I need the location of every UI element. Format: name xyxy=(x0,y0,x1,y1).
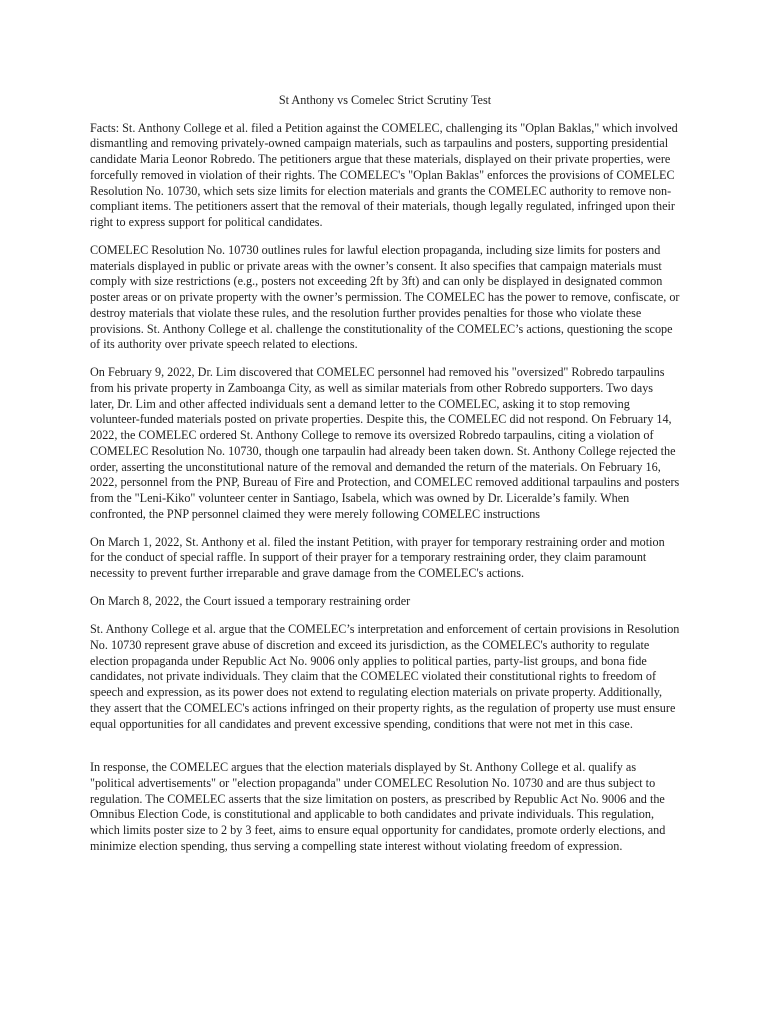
document-title: St Anthony vs Comelec Strict Scrutiny Test xyxy=(278,93,492,107)
paragraph-petition: On March 1, 2022, St. Anthony et al. filed the instant Petition, with prayer for temporary restraining order and motion for the conduct of special raffle. In support of their prayer for a temporary restraining order, they claim paramount necessity to prevent further irreparable and grave damage from the COMELEC's actions. xyxy=(90,534,665,581)
paragraph-arguments: St. Anthony College et al. argue that the COMELEC’s interpretation and enforcement of certain provisions in Resolution No. 10730 represent grave abuse of discretion and exceed its jurisdiction, as the COMELEC's authority to regulate election propaganda under Republic Act No. 9006 only applies to political parties, party-list groups, and bona fide candidates, not private individuals. They claim that the COMELEC violated their constitutional rights to freedom of speech and expression, as its power does not extend to regulating election materials on private property. Additionally, they assert that the COMELEC's actions infringed on their property rights, as the regulation of property use must ensure equal opportunities for all candidates and prevent excessive spending, conditions that were not met in this case. xyxy=(90,622,680,731)
paragraph-facts: Facts: St. Anthony College et al. filed a Petition against the COMELEC, challenging its "Oplan Baklas," which involved dismantling and removing privately-owned campaign materials, such as tarpaulins and posters, supporting presidential candidate Maria Leonor Robredo. The petitioners argue that these materials, displayed on their private properties, were forcefully removed in violation of their rights. The COMELEC's "Oplan Baklas" enforces the provisions of COMELEC Resolution No. 10730, which sets size limits for election materials and grants the COMELEC authority to remove non-compliant items. The petitioners assert that the removal of their materials, though legally regulated, infringed upon their right to express support for political candidates. xyxy=(90,120,678,229)
document-body xyxy=(90,93,680,867)
paragraph-response: In response, the COMELEC argues that the election materials displayed by St. Anthony College et al. qualify as "political advertisements" or "election propaganda" under COMELEC Resolution No. 10730 and are thus subject to regulation. The COMELEC asserts that the size limitation on posters, as prescribed by Republic Act No. 9006 and the Omnibus Election Code, is constitutional and applicable to both candidates and private individuals. This regulation, which limits poster size to 2 by 3 feet, aims to ensure equal opportunity for candidates, promote orderly elections, and minimize election spending, thus serving a compelling state interest without violating freedom of expression. xyxy=(90,760,666,853)
paragraph-resolution: COMELEC Resolution No. 10730 outlines rules for lawful election propaganda, including size limits for posters and materials displayed in public or private areas with the owner’s consent. It also specifies that campaign materials must comply with size restrictions (e.g., posters not exceeding 2ft by 3ft) and can only be displayed in designated common poster areas or on private property with the owner’s permission. The COMELEC has the power to remove, confiscate, or destroy materials that violate these rules, and the resolution further provides penalties for those who violate these provisions. St. Anthony College et al. challenge the constitutionality of the COMELEC’s actions, questioning the scope of its authority over private speech related to elections. xyxy=(90,243,680,352)
paragraph-timeline: On February 9, 2022, Dr. Lim discovered that COMELEC personnel had removed his "oversized" Robredo tarpaulins from his private property in Zamboanga City, as well as similar materials from other Robredo supporters. Two days later, Dr. Lim and other affected individuals sent a demand letter to the COMELEC, asking it to stop removing volunteer-funded materials posted on private properties. Despite this, the COMELEC did not respond. On February 14, 2022, the COMELEC ordered St. Anthony College to remove its oversized Robredo tarpaulins, citing a violation of COMELEC Resolution No. 10730, though one tarpaulin had already been taken down. St. Anthony College rejected the order, asserting the unconstitutional nature of the removal and demanded the return of the materials. On February 16, 2022, personnel from the PNP, Bureau of Fire and Protection, and COMELEC removed additional tarpaulins and posters from the "Leni-Kiko" volunteer center in Santiago, Isabela, which was owned by Dr. Liceralde’s family. When confronted, the PNP personnel claimed they were merely following COMELEC instructions xyxy=(90,365,680,521)
paragraph-tro: On March 8, 2022, the Court issued a temporary restraining order xyxy=(90,594,411,609)
